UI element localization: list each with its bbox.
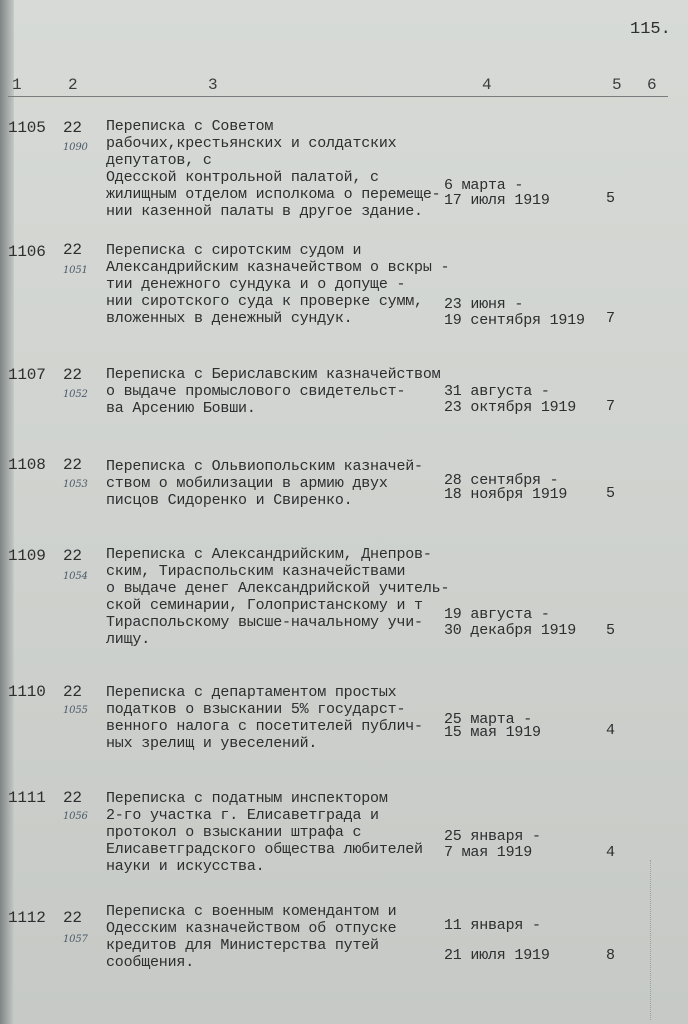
record-number: 1106 xyxy=(8,243,46,261)
old-number-handwritten: 1052 xyxy=(63,389,88,400)
record-description: Переписка с Александрийским, Днепров- ским, Тираспольским казначействами о выдаче денег Александрийской учитель- ской семинарии, Голопристанскому и т Тираспольскому высше-начальному учи- лищу. xyxy=(106,546,450,648)
record-description: Переписка с Ольвиопольским казначей- ством о мобилизации в армию двух писцов Сидоренко и Свиренко. xyxy=(106,458,423,509)
old-number-handwritten: 1055 xyxy=(63,705,88,716)
date-end: 15 мая 1919 xyxy=(444,724,541,741)
date-start: 11 января - xyxy=(444,917,541,934)
old-number-handwritten: 1053 xyxy=(63,479,88,490)
date-start: 25 января - xyxy=(444,828,541,845)
old-number-handwritten: 1056 xyxy=(63,811,88,822)
date-end: 30 декабря 1919 xyxy=(444,622,577,639)
date-end: 7 мая 1919 xyxy=(444,844,533,861)
sheet-count: 5 xyxy=(606,485,615,502)
column-header-2: 2 xyxy=(68,76,78,94)
record-number: 1107 xyxy=(8,366,46,384)
volume-number: 22 xyxy=(63,683,82,701)
header-rule xyxy=(8,96,668,97)
record-description: Переписка с Бериславским казначейством о выдаче промыслового свидетельст- ва Арсению Бовши. xyxy=(106,366,441,417)
date-start: 25 марта - xyxy=(444,711,533,728)
sheet-count: 7 xyxy=(606,398,615,415)
record-description: Переписка с военным комендантом и Одесским казначейством об отпуске кредитов для Министерства путей сообщения. xyxy=(106,903,397,971)
sheet-count: 7 xyxy=(606,310,615,327)
old-number-handwritten: 1090 xyxy=(63,142,88,153)
record-number: 1109 xyxy=(8,547,46,565)
old-number-handwritten: 1054 xyxy=(63,571,88,582)
volume-number: 22 xyxy=(63,241,82,259)
record-description: Переписка с Советом рабочих,крестьянских и солдатских депутатов, с Одесской контрольной палатой, с жилищным отделом исполкома о перемеще- нии казенной палаты в другое здание. xyxy=(106,118,441,220)
page-binding-edge xyxy=(0,0,14,1024)
date-end: 21 июля 1919 xyxy=(444,947,550,964)
volume-number: 22 xyxy=(63,909,82,927)
volume-number: 22 xyxy=(63,547,82,565)
date-start: 6 марта - xyxy=(444,177,524,194)
date-end: 17 июля 1919 xyxy=(444,192,550,209)
volume-number: 22 xyxy=(63,366,82,384)
date-start: 23 июня - xyxy=(444,296,524,313)
date-start: 19 августа - xyxy=(444,606,550,623)
record-description: Переписка с департаментом простых податков о взыскании 5% государст- венного налога с посетителей публич- ных зрелищ и увеселений. xyxy=(106,684,423,752)
column-header-5: 5 xyxy=(612,76,622,94)
column-header-1: 1 xyxy=(12,76,22,94)
record-number: 1112 xyxy=(8,909,46,927)
date-end: 18 ноября 1919 xyxy=(444,486,568,503)
column-header-4: 4 xyxy=(482,76,492,94)
date-start: 31 августа - xyxy=(444,383,550,400)
record-description: Переписка с податным инспектором 2-го участка г. Елисаветграда и протокол о взыскании штрафа с Елисаветградского общества любителей науки и искусства. xyxy=(106,790,423,875)
record-description: Переписка с сиротским судом и Александрийским казначейством о вскры - тии денежного сундука и о допуще - нии сиротского суда к проверке сумм, вложенных в денежный сундук. xyxy=(106,242,450,327)
record-number: 1111 xyxy=(8,789,46,807)
record-number: 1108 xyxy=(8,456,46,474)
record-number: 1105 xyxy=(8,119,46,137)
pencil-margin-mark xyxy=(650,860,659,1020)
sheet-count: 4 xyxy=(606,722,615,739)
volume-number: 22 xyxy=(63,119,82,137)
date-start: 28 сентября - xyxy=(444,472,559,489)
volume-number: 22 xyxy=(63,456,82,474)
column-header-3: 3 xyxy=(208,76,218,94)
sheet-count: 5 xyxy=(606,190,615,207)
sheet-count: 8 xyxy=(606,947,615,964)
date-end: 19 сентября 1919 xyxy=(444,312,585,329)
column-header-6: 6 xyxy=(647,76,657,94)
date-end: 23 октября 1919 xyxy=(444,399,577,416)
sheet-count: 5 xyxy=(606,622,615,639)
old-number-handwritten: 1051 xyxy=(63,265,88,276)
old-number-handwritten: 1057 xyxy=(63,934,88,945)
sheet-count: 4 xyxy=(606,844,615,861)
record-number: 1110 xyxy=(8,683,46,701)
volume-number: 22 xyxy=(63,789,82,807)
page-number: 115. xyxy=(630,20,671,39)
